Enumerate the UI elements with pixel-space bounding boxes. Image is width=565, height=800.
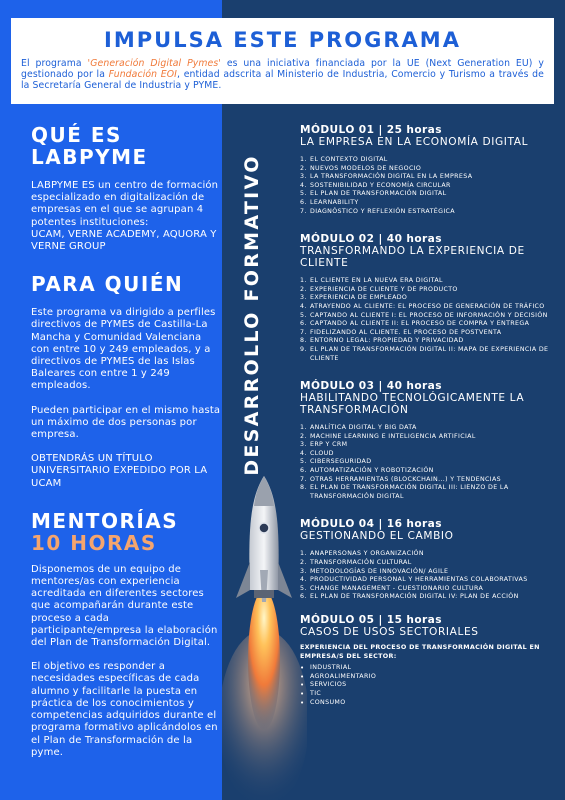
module-topic: [300, 329, 558, 338]
module-topic-text: SERVICIOS: [310, 681, 347, 689]
module-topic-number: 3.: [300, 173, 307, 181]
module-topic-number: 8.: [300, 337, 307, 345]
module-topic-number: 5.: [300, 190, 307, 198]
module-topic: [300, 484, 558, 501]
module-topic-list: [300, 156, 558, 216]
module-topic: [300, 441, 558, 450]
module-block: [300, 518, 558, 602]
module-topic-text: CLOUD: [310, 449, 334, 457]
module-topic-number: 1.: [300, 550, 307, 558]
module-topic: [300, 467, 558, 476]
module-topic-number: 6.: [300, 593, 307, 601]
module-block: [300, 614, 558, 707]
module-topic-text: NUEVOS MODELOS DE NEGOCIO: [310, 164, 422, 172]
header-desc-part2: es una iniciativa financiada por la UE (Next Generation EU) y gestionado por la: [21, 58, 544, 80]
left-column: [0, 112, 222, 800]
module-heading: MÓDULO 04 | 16 horas: [300, 518, 442, 531]
module-subtitle: LA EMPRESA EN LA ECONOMÍA DIGITAL: [300, 136, 529, 148]
que-es-title-line1: QUÉ ES: [31, 123, 122, 147]
module-topic-number: 2.: [300, 285, 307, 293]
module-topic-number: 3.: [300, 441, 307, 449]
module-topic: [300, 337, 558, 346]
module-topic-text: ANAPERSONAS Y ORGANIZACIÓN: [310, 550, 424, 558]
que-es-title: [31, 124, 221, 168]
module-heading: MÓDULO 05 | 15 horas: [300, 614, 442, 626]
module-subtitle: HABILITANDO TECNOLÓGICAMENTE LA TRANSFORMACIÓN: [300, 392, 525, 417]
module-topic-text: EL CONTEXTO DIGITAL: [310, 156, 388, 163]
module-topic-number: 5.: [300, 311, 307, 319]
vertical-label-text: DESARROLLO FORMATIVO: [241, 154, 263, 476]
module-topic-list: [300, 664, 558, 707]
para-quien-body: Este programa va dirigido a perfiles directivos de PYMES de Castilla-La Mancha y Comunidad Valenciana con entre 10 y 249 empleados, y a directivos de PYMES de las Islas Baleares con entre 1 y 249 empleados.: [31, 307, 216, 392]
module-topic: [300, 593, 558, 602]
module-note: EXPERIENCIA DEL PROCESO DE TRANSFORMACIÓN DIGITAL EN EMPRESA/S DEL SECTOR:: [300, 643, 540, 660]
module-topic-text: TRANSFORMACIÓN CULTURAL: [310, 559, 412, 567]
header-card: [11, 18, 554, 104]
module-topic: [300, 690, 558, 699]
module-topic-number: 4.: [300, 449, 307, 457]
module-topic: [300, 190, 558, 199]
para-quien-participants: Pueden participar en el mismo hasta un máximo de dos personas por empresa.: [31, 404, 221, 441]
module-topic-text: METODOLOGÍAS DE INNOVACIÓN/ AGILE: [310, 567, 449, 575]
module-topic-text: EL CLIENTE EN LA NUEVA ERA DIGITAL: [310, 277, 443, 285]
rocket-fin-left: [236, 562, 250, 598]
mentorias-hours: 10 HORAS: [31, 530, 157, 555]
module-topic-number: 6.: [300, 467, 307, 475]
module-topic: [300, 450, 558, 459]
module-topic-number: •: [300, 672, 305, 681]
module-topic-text: LA TRANSFORMACIÓN DIGITAL EN LA EMPRESA: [310, 173, 473, 181]
rocket-illustration: [222, 470, 307, 800]
module-subtitle: GESTIONANDO EL CAMBIO: [300, 530, 454, 543]
mentorias-objective: El objetivo es responder a necesidades específicas de cada alumno y facilitarle la puesta en práctica de los conocimientos y competencias adquiridos durante el programa formativo aplicándolos en el Plan de Transformación de la pyme.: [31, 661, 218, 758]
module-topic-number: 2.: [300, 559, 307, 567]
rocket-nozzle: [254, 590, 274, 598]
para-quien-title: PARA QUIÉN: [31, 272, 184, 297]
module-topic-text: EXPERIENCIA DE CLIENTE Y DE PRODUCTO: [310, 285, 458, 293]
module-topic: [300, 424, 558, 433]
module-topic: [300, 550, 558, 559]
module-topic: [300, 433, 558, 442]
module-topic: [300, 699, 558, 708]
module-subtitle: TRANSFORMANDO LA EXPERIENCIA DE CLIENTE: [300, 245, 525, 270]
module-topic-number: •: [300, 664, 305, 673]
module-topic-text: ANALÍTICA DIGITAL Y BIG DATA: [310, 424, 417, 432]
module-topic-number: 5.: [300, 458, 307, 466]
module-block: [300, 124, 558, 216]
module-topic-text: EL PLAN DE TRANSFORMACIÓN DIGITAL IV: PLAN DE ACCIÓN: [310, 593, 519, 601]
module-topic: [300, 173, 558, 182]
module-topic-text: INDUSTRIAL: [310, 664, 352, 672]
module-topic: [300, 320, 558, 329]
que-es-body: LABPYME ES un centro de formación especializado en digitalización de empresas en el que se agrupan 4 potentes instituciones:: [31, 180, 219, 228]
module-topic-text: CAPTANDO AL CLIENTE II: EL PROCESO DE COMPRA Y ENTREGA: [310, 320, 530, 328]
header-desc-highlight-eoi: Fundación EOI: [108, 69, 178, 80]
module-topic-text: CONSUMO: [310, 698, 346, 706]
page-title: IMPULSA ESTE PROGRAMA: [104, 28, 461, 52]
module-topic-number: 1.: [300, 277, 307, 285]
module-topic-text: EXPERIENCIA DE EMPLEADO: [310, 294, 408, 302]
module-subtitle: CASOS DE USOS SECTORIALES: [300, 626, 479, 638]
module-topic-text: ATRAYENDO AL CLIENTE: EL PROCESO DE GENERACIÓN DE TRÁFICO: [310, 302, 545, 310]
module-topic-number: 6.: [300, 198, 307, 206]
module-topic-list: [300, 424, 558, 501]
module-topic-text: DIAGNÓSTICO Y REFLEXIÓN ESTRATÉGICA: [310, 207, 455, 215]
module-topic: [300, 458, 558, 467]
module-topic: [300, 681, 558, 690]
module-topic-number: 7.: [300, 328, 307, 336]
para-quien-title-note: OBTENDRÁS UN TÍTULO UNIVERSITARIO EXPEDIDO POR LA UCAM: [31, 453, 208, 489]
header-desc-part1: El programa: [21, 58, 88, 69]
que-es-institutions: UCAM, VERNE ACADEMY, AQUORA Y VERNE GROUP: [31, 228, 217, 253]
rocket-fin-right: [278, 562, 292, 598]
module-topic: [300, 673, 558, 682]
module-topic: [300, 664, 558, 673]
header-desc-part3: , entidad adscrita al Ministerio de Industria, Comercio y Turismo a través de la Secretaría General de Industria y PYME.: [21, 69, 544, 91]
module-topic-number: 2.: [300, 164, 307, 172]
module-topic-text: ENTORNO LEGAL: PROPIEDAD Y PRIVACIDAD: [310, 337, 464, 345]
module-topic-number: •: [300, 681, 305, 690]
module-topic-text: EL PLAN DE TRANSFORMACIÓN DIGITAL III: LIENZO DE LA TRANSFORMACIÓN DIGITAL: [310, 484, 509, 500]
module-topic-number: 4.: [300, 181, 307, 189]
module-topic-text: AUTOMATIZACIÓN Y ROBOTIZACIÓN: [310, 467, 434, 475]
module-topic-text: MACHINE LEARNING E INTELIGENCIA ARTIFICIAL: [310, 432, 476, 440]
module-topic-number: 7.: [300, 475, 307, 483]
module-topic: [300, 346, 558, 363]
module-topic: [300, 208, 558, 217]
module-topic-text: OTRAS HERRAMIENTAS (BLOCKCHAIN...) Y TENDENCIAS: [310, 475, 501, 483]
module-topic-number: 8.: [300, 484, 307, 492]
module-block: [300, 233, 558, 363]
module-topic: [300, 303, 558, 312]
module-topic-text: EL PLAN DE TRANSFORMACIÓN DIGITAL: [310, 190, 447, 198]
vertical-section-label: [237, 150, 267, 480]
module-topic-number: 1.: [300, 156, 307, 163]
module-topic-number: •: [300, 689, 305, 698]
header-desc-highlight-program: 'Generación Digital Pymes': [87, 58, 221, 69]
module-topic: [300, 576, 558, 585]
module-topic-text: AGROALIMENTARIO: [310, 672, 377, 680]
module-topic-text: CIBERSEGURIDAD: [310, 458, 372, 466]
module-heading: MÓDULO 03 | 40 horas: [300, 380, 442, 393]
module-topic-list: [300, 550, 558, 602]
que-es-title-line2: LABPYME: [31, 145, 148, 169]
module-topic-number: 1.: [300, 424, 307, 432]
module-topic-text: FIDELIZANDO AL CLIENTE. EL PROCESO DE POSTVENTA: [310, 328, 502, 336]
module-topic: [300, 294, 558, 303]
module-topic-text: CHANGE MANAGEMENT - CUESTIONARIO CULTURA: [310, 584, 484, 592]
mentorias-body: Disponemos de un equipo de mentores/as con experiencia acreditada en diferentes sectores que acompañarán durante este proceso a cada participante/empresa la elaboración del Plan de Transformación Digital.: [31, 563, 218, 649]
module-topic-number: 2.: [300, 432, 307, 440]
module-topic-number: 4.: [300, 302, 307, 310]
modules-list: [300, 124, 558, 707]
module-topic-number: 5.: [300, 584, 307, 592]
module-topic-text: CAPTANDO AL CLIENTE I: EL PROCESO DE INFORMACIÓN Y DECISIÓN: [310, 311, 548, 319]
module-heading: MÓDULO 01 | 25 horas: [300, 124, 442, 136]
module-topic-text: ERP Y CRM: [310, 441, 348, 449]
module-topic: [300, 156, 558, 165]
header-description: [21, 58, 544, 91]
module-heading: MÓDULO 02 | 40 horas: [300, 233, 442, 246]
module-topic: [300, 568, 558, 577]
module-topic-number: •: [300, 698, 305, 707]
module-topic: [300, 476, 558, 485]
left-column-content: [31, 122, 221, 759]
module-topic: [300, 286, 558, 295]
module-topic-text: TIC: [310, 689, 322, 697]
rocket-window: [259, 523, 269, 533]
module-topic: [300, 165, 558, 174]
module-topic: [300, 199, 558, 208]
module-topic-number: 6.: [300, 320, 307, 328]
module-topic-number: 4.: [300, 576, 307, 584]
module-topic-number: 3.: [300, 567, 307, 575]
module-topic: [300, 312, 558, 321]
module-topic-text: LEARNABILITY: [310, 198, 359, 206]
module-topic-text: EL PLAN DE TRANSFORMACIÓN DIGITAL II: MAPA DE EXPERIENCIA DE CLIENTE: [310, 345, 549, 362]
module-topic-text: PRODUCTIVIDAD PERSONAL Y HERRAMIENTAS COLABORATIVAS: [310, 576, 528, 584]
module-topic: [300, 559, 558, 568]
mentorias-title: MENTORÍAS: [31, 508, 179, 533]
module-topic-list: [300, 277, 558, 363]
module-topic-number: 3.: [300, 294, 307, 302]
rocket-flame: [248, 590, 280, 730]
module-topic-text: SOSTENIBILIDAD Y ECONOMÍA CIRCULAR: [310, 181, 451, 189]
module-topic: [300, 277, 558, 286]
module-topic-number: 7.: [300, 207, 307, 215]
module-topic-number: 9.: [300, 345, 307, 353]
module-block: [300, 380, 558, 501]
